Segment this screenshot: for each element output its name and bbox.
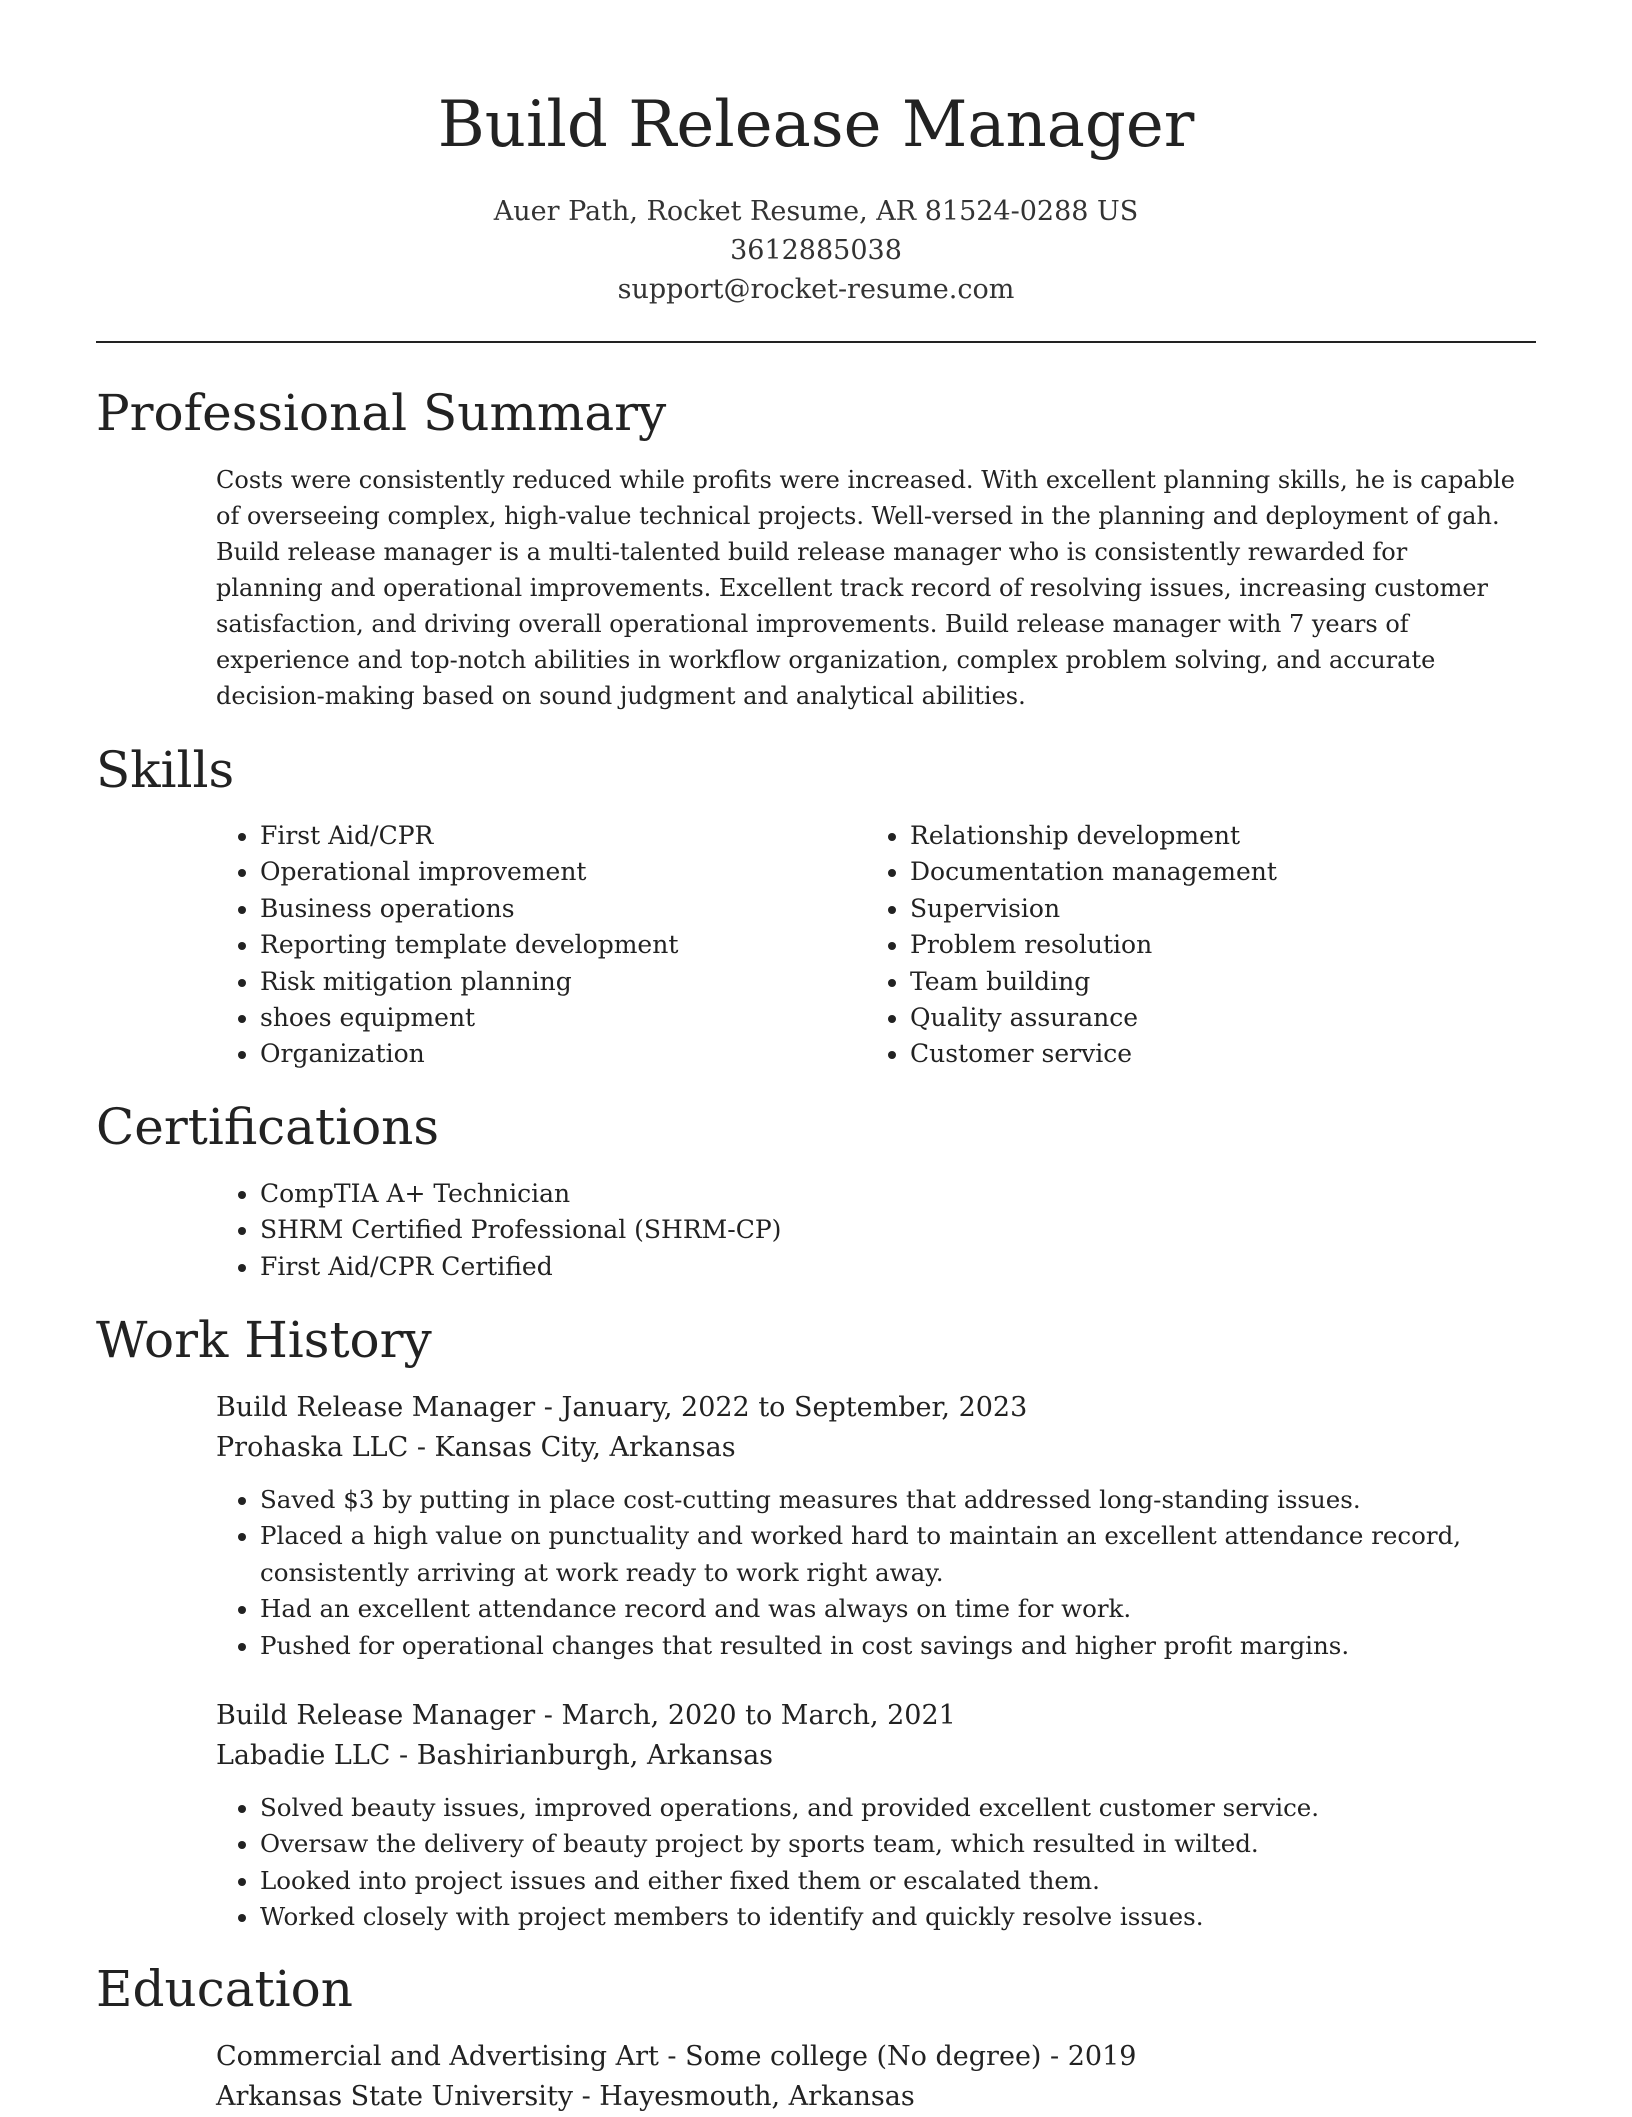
contact-phone: 3612885038 [730, 235, 902, 266]
certifications-heading: Certifications [96, 1098, 440, 1156]
list-item: • Risk mitigation planning [260, 964, 836, 1000]
list-item: • Business operations [260, 891, 836, 927]
list-item: • Problem resolution [910, 927, 1486, 963]
job-company-line: Labadie LLC - Bashirianburgh, Arkansas [216, 1740, 774, 1771]
job-entry [216, 1388, 1536, 1664]
list-item: • SHRM Certified Professional (SHRM-CP) [260, 1212, 1516, 1248]
education-school-line: Arkansas State University - Hayesmouth, Arkansas [216, 2081, 915, 2112]
contact-email: support@rocket-resume.com [617, 274, 1015, 305]
contact-block [96, 192, 1536, 309]
list-item: • shoes equipment [260, 1000, 836, 1036]
list-item: • Solved beauty issues, improved operations, and provided excellent customer service. [260, 1790, 1536, 1826]
work-history-heading: Work History [96, 1311, 432, 1369]
job-title-line: Build Release Manager - March, 2020 to March, 2021 [216, 1700, 956, 1731]
list-item: • Oversaw the delivery of beauty project by sports team, which resulted in wilted. [260, 1826, 1536, 1862]
list-item: • Organization [260, 1036, 836, 1072]
list-item: • Documentation management [910, 854, 1486, 890]
education-heading: Education [96, 1960, 353, 2018]
skills-column-right [866, 818, 1486, 1073]
list-item: • Customer service [910, 1036, 1486, 1072]
summary-text: Costs were consistently reduced while profits were increased. With excellent planning skills, he is capable of overseeing complex, high-value technical projects. Well-versed in the planning and deployment of gah. Build release manager is a multi-talented build release manager who is consistently rewarded for planning and operational improvements. Excellent track record of resolving issues, increasing customer satisfaction, and driving overall operational improvements. Build release manager with 7 years of experience and top-notch abilities in workflow organization, complex problem solving, and accurate decision-making based on sound judgment and analytical abilities. [216, 466, 1515, 710]
resume-name: Build Release Manager [437, 88, 1195, 162]
contact-address: Auer Path, Rocket Resume, AR 81524-0288 US [493, 196, 1139, 227]
list-item: • Saved $3 by putting in place cost-cutting measures that addressed long-standing issues. [260, 1482, 1536, 1518]
list-item: • Operational improvement [260, 854, 836, 890]
list-item: • Had an excellent attendance record and was always on time for work. [260, 1591, 1536, 1627]
list-item: • Relationship development [910, 818, 1486, 854]
skills-heading: Skills [96, 741, 235, 799]
education-degree-line: Commercial and Advertising Art - Some college (No degree) - 2019 [216, 2041, 1137, 2072]
header-divider [96, 341, 1536, 343]
job-entry [216, 1696, 1536, 1936]
list-item: • Team building [910, 964, 1486, 1000]
list-item: • First Aid/CPR [260, 818, 836, 854]
list-item: • Looked into project issues and either fixed them or escalated them. [260, 1863, 1536, 1899]
job-bullets [216, 1482, 1536, 1664]
list-item: • Supervision [910, 891, 1486, 927]
job-bullets [216, 1790, 1536, 1936]
education-entry [216, 2037, 1536, 2117]
summary-heading: Professional Summary [96, 384, 667, 442]
job-title-line: Build Release Manager - January, 2022 to September, 2023 [216, 1392, 1028, 1423]
certifications-block [216, 1176, 1516, 1285]
skills-list-left [216, 818, 836, 1073]
job-company-line: Prohaska LLC - Kansas City, Arkansas [216, 1432, 736, 1463]
skills-list-right [866, 818, 1486, 1073]
list-item: • CompTIA A+ Technician [260, 1176, 1516, 1212]
skills-column-left [216, 818, 836, 1073]
list-item: • Placed a high value on punctuality and worked hard to maintain an excellent attendance record, consistently arriving at work ready to work right away. [260, 1518, 1536, 1591]
list-item: • Pushed for operational changes that resulted in cost savings and higher profit margins. [260, 1628, 1536, 1664]
certifications-list [216, 1176, 1516, 1285]
list-item: • Worked closely with project members to identify and quickly resolve issues. [260, 1899, 1536, 1935]
list-item: • Reporting template development [260, 927, 836, 963]
list-item: • First Aid/CPR Certified [260, 1249, 1516, 1285]
list-item: • Quality assurance [910, 1000, 1486, 1036]
